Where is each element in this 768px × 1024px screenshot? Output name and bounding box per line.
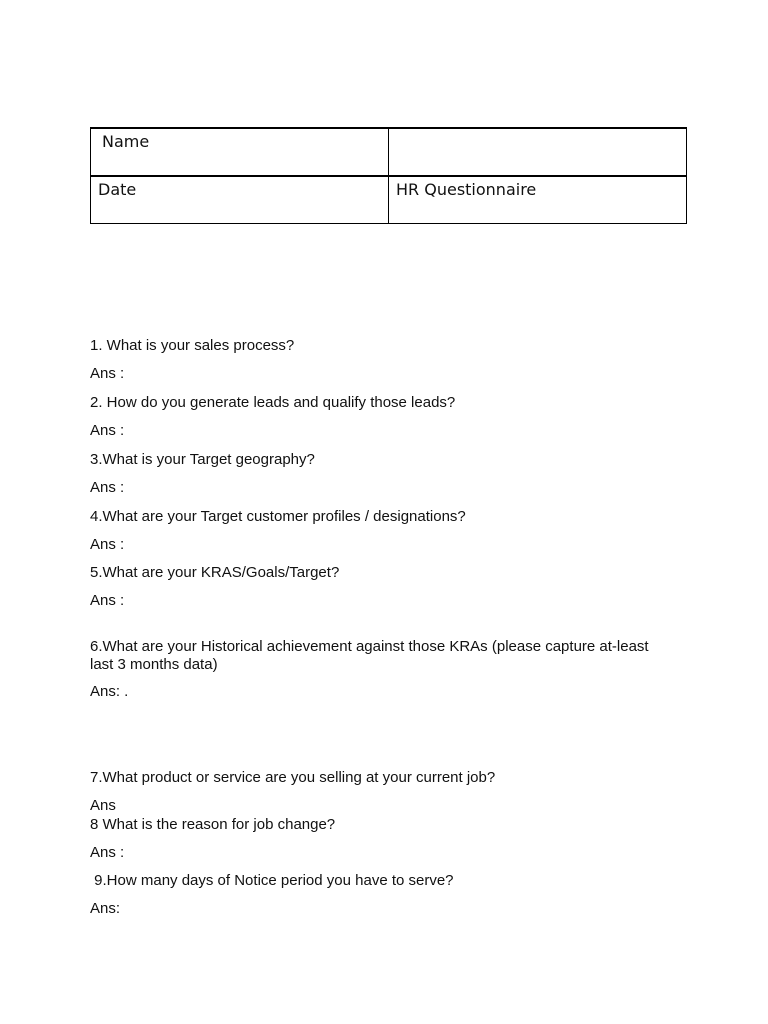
name-label: Name	[102, 132, 150, 151]
answer-4: Ans :	[90, 536, 125, 553]
document-title: HR Questionnaire	[396, 180, 537, 199]
header-row-name	[91, 128, 687, 176]
name-value	[389, 129, 686, 132]
name-value-cell	[389, 128, 687, 176]
question-6: 6.What are your Historical achievement against those KRAs (please capture at-least last 3 months data)	[90, 638, 649, 673]
question-2: 2. How do you generate leads and qualify those leads?	[90, 394, 456, 411]
answer-7: Ans	[90, 797, 116, 814]
answer-5: Ans :	[90, 592, 125, 609]
question-5: 5.What are your KRAS/Goals/Target?	[90, 564, 340, 581]
question-3: 3.What is your Target geography?	[90, 451, 315, 468]
header-row-date	[91, 176, 687, 224]
question-1: 1. What is your sales process?	[90, 337, 295, 354]
date-label-cell	[91, 176, 389, 224]
answer-9: Ans:	[90, 900, 121, 917]
answer-8: Ans :	[90, 844, 125, 861]
question-8: 8 What is the reason for job change?	[90, 816, 336, 833]
answer-3: Ans :	[90, 479, 125, 496]
title-cell	[389, 176, 687, 224]
question-7: 7.What product or service are you selling at your current job?	[90, 769, 496, 786]
answer-1: Ans :	[90, 365, 125, 382]
name-label-cell	[91, 128, 389, 176]
header-table	[90, 127, 687, 224]
question-9: 9.How many days of Notice period you have to serve?	[90, 872, 454, 889]
answer-6: Ans: .	[90, 683, 129, 700]
date-label: Date	[98, 180, 137, 199]
question-4: 4.What are your Target customer profiles / designations?	[90, 508, 466, 525]
answer-2: Ans :	[90, 422, 125, 439]
